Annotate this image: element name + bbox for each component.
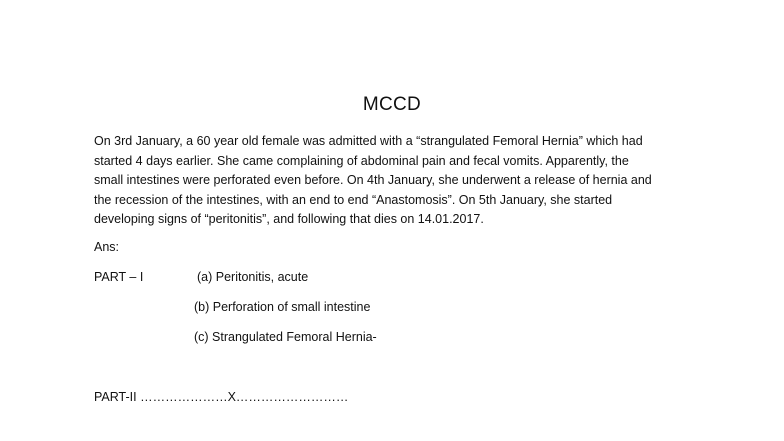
case-description: [94, 132, 694, 230]
part1-label: PART – I: [94, 270, 144, 284]
paragraph-line: the recession of the intestines, with an end to end “Anastomosis”. On 5th January, she started: [94, 192, 613, 207]
paragraph-line: On 3rd January, a 60 year old female was admitted with a “strangulated Femoral Hernia” which had: [94, 134, 643, 148]
answer-label: Ans:: [94, 240, 120, 254]
paragraph-line: small intestines were perforated even before. On 4th January, she underwent a release of hernia and: [94, 173, 652, 187]
paragraph-line: started 4 days earlier. She came complaining of abdominal pain and fecal vomits. Apparently, the: [94, 153, 629, 168]
part2-line: PART-II …………………X………………………: [94, 390, 349, 404]
part1-item-c: (c) Strangulated Femoral Hernia-: [194, 330, 377, 344]
part1-item-a: (a) Peritonitis, acute: [197, 270, 309, 284]
part1-item-b: (b) Perforation of small intestine: [194, 300, 371, 314]
slide-title: MCCD: [362, 94, 422, 115]
paragraph-line: developing signs of “peritonitis”, and following that dies on 14.01.2017.: [94, 212, 484, 226]
